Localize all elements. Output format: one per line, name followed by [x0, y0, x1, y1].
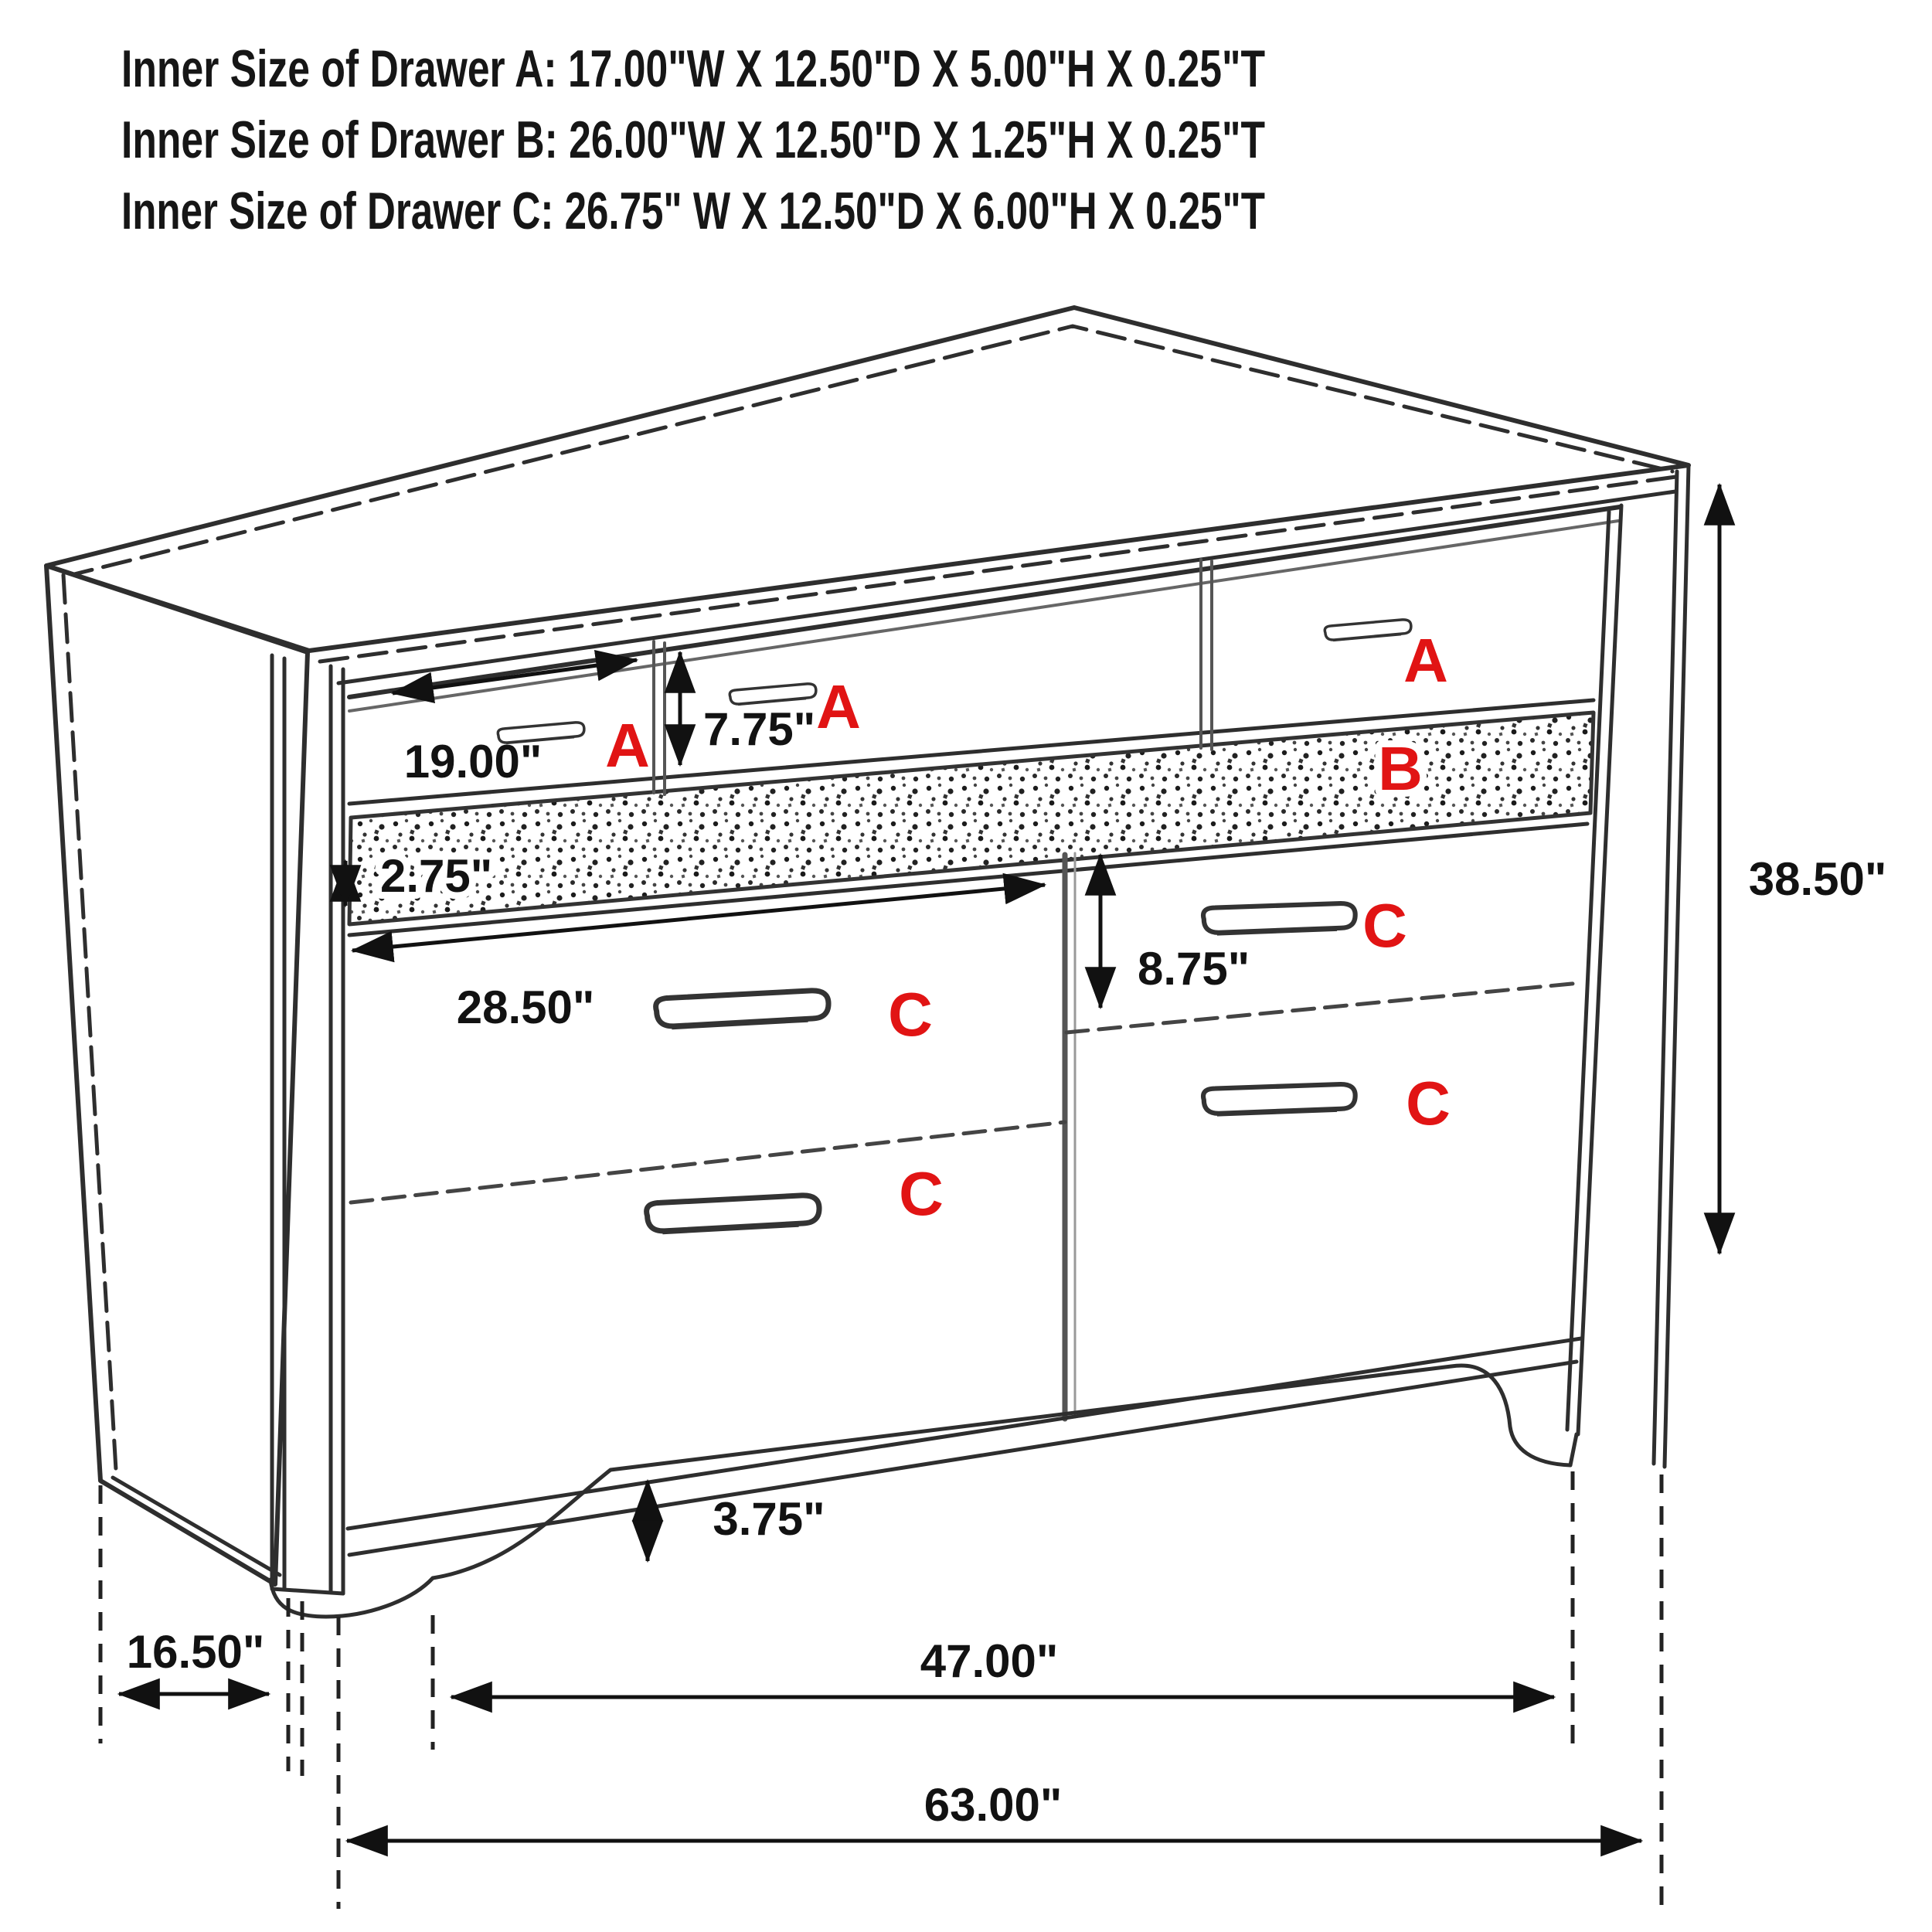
- drawer-c-top-left-label: C: [888, 980, 933, 1049]
- header-line-drawer-b: Inner Size of Drawer B: 26.00"W X 12.50"D X 1.25"H X 0.25"T: [121, 111, 1265, 169]
- drawer-a3-label: A: [1403, 626, 1448, 695]
- drawer-a2-label: A: [816, 672, 861, 741]
- dim-label-drawer-a-height: 7.75": [703, 703, 816, 755]
- drawer-c-bottom-right-handle: [1202, 1074, 1356, 1124]
- drawer-c-top-right-label: C: [1362, 891, 1407, 960]
- dim-label-overall-height: 38.50": [1748, 853, 1887, 905]
- dim-arrow-drawer-a-width: [393, 660, 637, 693]
- header-text-block: [121, 39, 1265, 240]
- header-line-drawer-c: Inner Size of Drawer C: 26.75" W X 12.50"D X 6.00"H X 0.25"T: [121, 182, 1265, 240]
- projection-guides: [100, 1471, 1662, 1909]
- header-line-drawer-a: Inner Size of Drawer A: 17.00"W X 12.50"D X 5.00"H X 0.25"T: [121, 39, 1265, 98]
- drawer-handles: [498, 614, 1413, 1243]
- drawer-c-bottom-right-label: C: [1406, 1069, 1451, 1138]
- dim-label-front-feet-span: 47.00": [920, 1635, 1059, 1687]
- drawer-c-bottom-left-handle: [645, 1183, 821, 1243]
- drawer-c-bottom-left-label: C: [899, 1159, 944, 1228]
- drawer-c-top-right-handle: [1202, 893, 1356, 944]
- dresser-drawing: [46, 308, 1689, 1617]
- dim-label-side-depth: 16.50": [126, 1626, 265, 1678]
- dim-label-foot-height: 3.75": [713, 1493, 825, 1545]
- apron-curve: [433, 1366, 1451, 1578]
- dim-label-drawer-c-height: 8.75": [1138, 943, 1250, 995]
- drawer-a3-handle: [1325, 614, 1413, 647]
- drawer-a1-label: A: [605, 711, 650, 780]
- dresser-top-surface: [46, 308, 1689, 651]
- dim-label-drawer-a-width: 19.00": [403, 736, 543, 787]
- dimension-labels: [127, 703, 1887, 1831]
- left-side-panel: [46, 566, 308, 1584]
- drawer-b-label: B: [1378, 734, 1423, 803]
- left-c-divider: [351, 1122, 1065, 1202]
- dim-label-drawer-c-left-width: 28.50": [456, 981, 595, 1033]
- drawer-c-top-left-handle: [655, 978, 830, 1039]
- left-front-foot: [270, 1578, 433, 1617]
- dim-label-drawer-b-height: 2.75": [380, 850, 493, 902]
- right-front-foot: [1451, 1366, 1577, 1465]
- dim-label-overall-width: 63.00": [923, 1779, 1063, 1831]
